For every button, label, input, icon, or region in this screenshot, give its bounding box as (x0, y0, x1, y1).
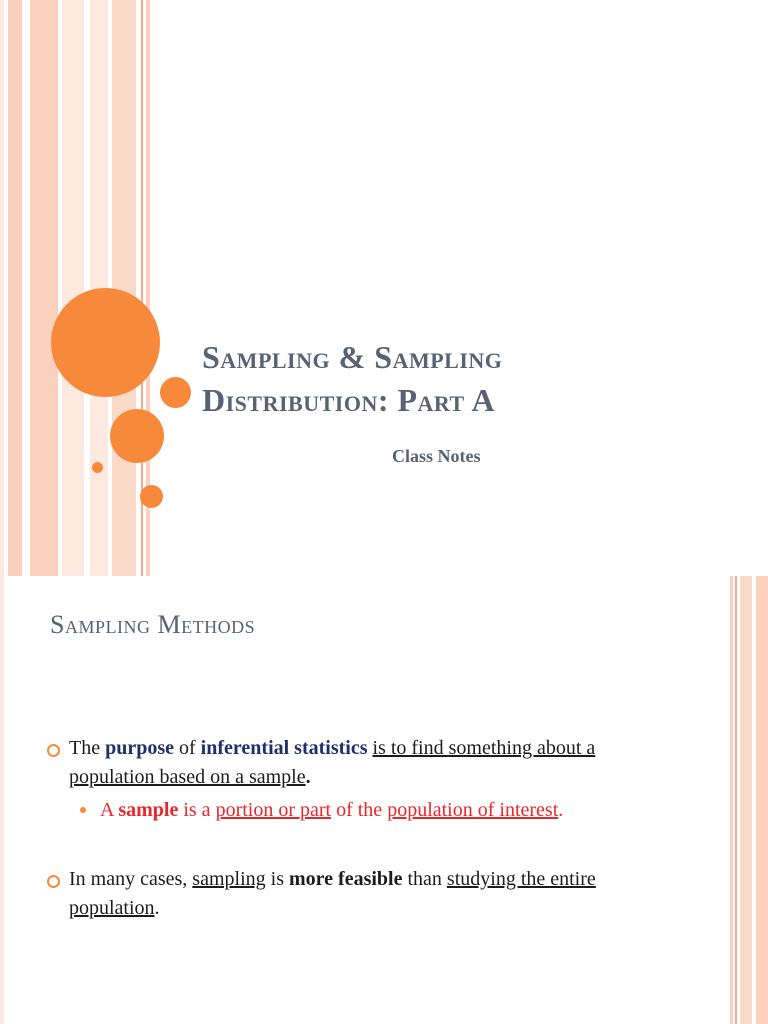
bullet-ring-icon (47, 875, 60, 888)
title-line-1: Sampling & Sampling (202, 339, 503, 375)
text-run: than (402, 868, 447, 890)
bullet-1-line-2 (69, 763, 311, 792)
small-circle-decoration-2 (140, 485, 163, 508)
bullet-ring-icon (47, 744, 60, 757)
medium-circle-decoration (110, 409, 164, 463)
slide-subtitle: Class Notes (392, 446, 481, 466)
underlined-text: population of interest (387, 799, 559, 821)
emphasis-more-feasible: more feasible (288, 868, 403, 890)
slide-title (202, 336, 722, 422)
text-run: of (174, 737, 201, 759)
text-run: of the (331, 799, 388, 821)
underlined-text: sampling (192, 868, 266, 890)
text-run: The (69, 737, 106, 759)
decorative-stripes-right (730, 576, 768, 1024)
tiny-circle-decoration (92, 462, 103, 473)
text-run: . (305, 766, 311, 788)
underlined-text: population (69, 897, 155, 919)
text-run: In many cases, (69, 868, 193, 890)
underlined-text: portion or part (215, 799, 332, 821)
emphasis-sample: sample (118, 799, 179, 821)
small-circle-decoration (160, 377, 191, 408)
text-run: . (154, 897, 160, 919)
text-run: A (100, 799, 119, 821)
text-run: is a (178, 799, 216, 821)
underlined-text: studying the entire (446, 868, 596, 890)
emphasis-inferential-statistics: inferential statistics (200, 737, 368, 759)
large-circle-decoration (51, 288, 160, 397)
underlined-text: is to find something about a (372, 737, 596, 759)
text-run: . (558, 799, 564, 821)
decorative-stripes (0, 0, 150, 576)
bullet-2-line-1 (69, 865, 596, 894)
sub-bullet-dot-icon (80, 807, 86, 813)
bullet-1-line-1 (69, 734, 595, 763)
slide-heading: Sampling Methods (50, 610, 256, 639)
underlined-text: population based on a sample (69, 766, 306, 788)
content-slide (0, 576, 768, 1024)
title-line-2: Distribution: Part A (202, 382, 496, 418)
sub-bullet-1 (100, 796, 563, 825)
bullet-2-line-2 (69, 894, 160, 923)
text-run: is (265, 868, 289, 890)
emphasis-purpose: purpose (105, 737, 174, 759)
left-edge-stripe (0, 576, 6, 1024)
